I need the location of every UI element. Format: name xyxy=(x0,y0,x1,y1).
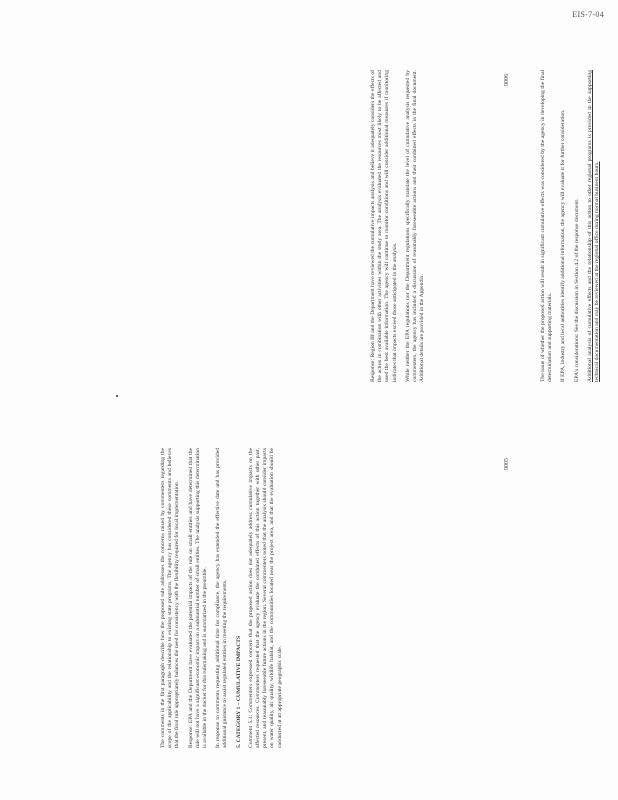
document-id: EIS-7-04 xyxy=(572,10,604,19)
right-paragraph-3: The issue of whether the proposed action will result in significant cumulative effects was considered by the agency in developing the final determination and supporting materials. xyxy=(540,70,554,382)
right-paragraph-4: If EPA, industry and local authorities identify additional information, the agency will evaluate it for further consideration. xyxy=(560,109,567,382)
right-paragraph-2: While neither the EPA regulations nor the Department regulations specifically mandate the level of cumulative analysis requested by commenters, the agency has included a discussion of reasonably foreseeable actions and their combined effects in the final document. Additional details are provided in the Appendix. xyxy=(404,70,426,382)
page-number-left: 9005 xyxy=(504,458,510,470)
right-column xyxy=(370,70,520,382)
left-paragraph-4: Comment 5.1: Commenters expressed concern that the proposed action does not adequately address cumulative impacts on the affected resources. Commenters requested that the agency evaluate the combined effects of this action together with other past, present, and reasonably foreseeable future actions in the region. Several commenters noted that the analysis should consider impacts on water quality, air quality, wildlife habitat, and the communities located near the project area, and that the evaluation should be conducted at an appropriate geographic scale. xyxy=(247,448,283,748)
right-paragraph-5: EPA's considerations: See the discussion in Section 4.2 of the response document. xyxy=(573,198,580,382)
right-column-lower xyxy=(540,70,618,382)
left-paragraph-1: The comments in the first paragraph describe how the proposed rule addresses the concerns raised by commenters regarding the scope of the applicability and the relationship to existing state programs. The agency has considered these comments and believes that the final rule appropriately balances the need for consistency with the flexibility required for local implementation. xyxy=(160,448,181,748)
scan-artifact-dot xyxy=(116,395,118,397)
right-paragraph-6: Additional analysis of cumulative effects and the relationship of this action to other regional programs is provided in the supporting technical documentation and may be reviewed at the regional office during normal business hours. xyxy=(586,70,601,382)
left-paragraph-3: In response to comments requesting additional time for compliance, the agency has extended the effective date and has provided additional guidance to assist regulated entities in meeting the requirements. xyxy=(215,448,229,748)
right-paragraph-1: Response: Region III and the Department have reviewed the cumulative impacts analysis and believe it adequately considers the effects of the action in combination with other activities within the study area. The analysis evaluated the resources most likely to be affected and used the best available information. The agency will continue to monitor conditions and will consider additional measures if monitoring indicates that impacts exceed those anticipated in the analysis. xyxy=(370,70,398,382)
page-number-right: 9006 xyxy=(504,74,510,86)
left-column xyxy=(160,448,480,748)
section-heading: 5. CATEGORY 1 – CUMULATIVE IMPACTS xyxy=(235,635,242,748)
left-paragraph-2: Response: EPA and the Department have evaluated the potential impacts of the rule on small entities and have determined that the rule will not have a significant economic impact on a substantial number of small entities. The analysis supporting this determination is available in the docket for this rulemaking and is summarized in the preamble. xyxy=(187,448,209,748)
